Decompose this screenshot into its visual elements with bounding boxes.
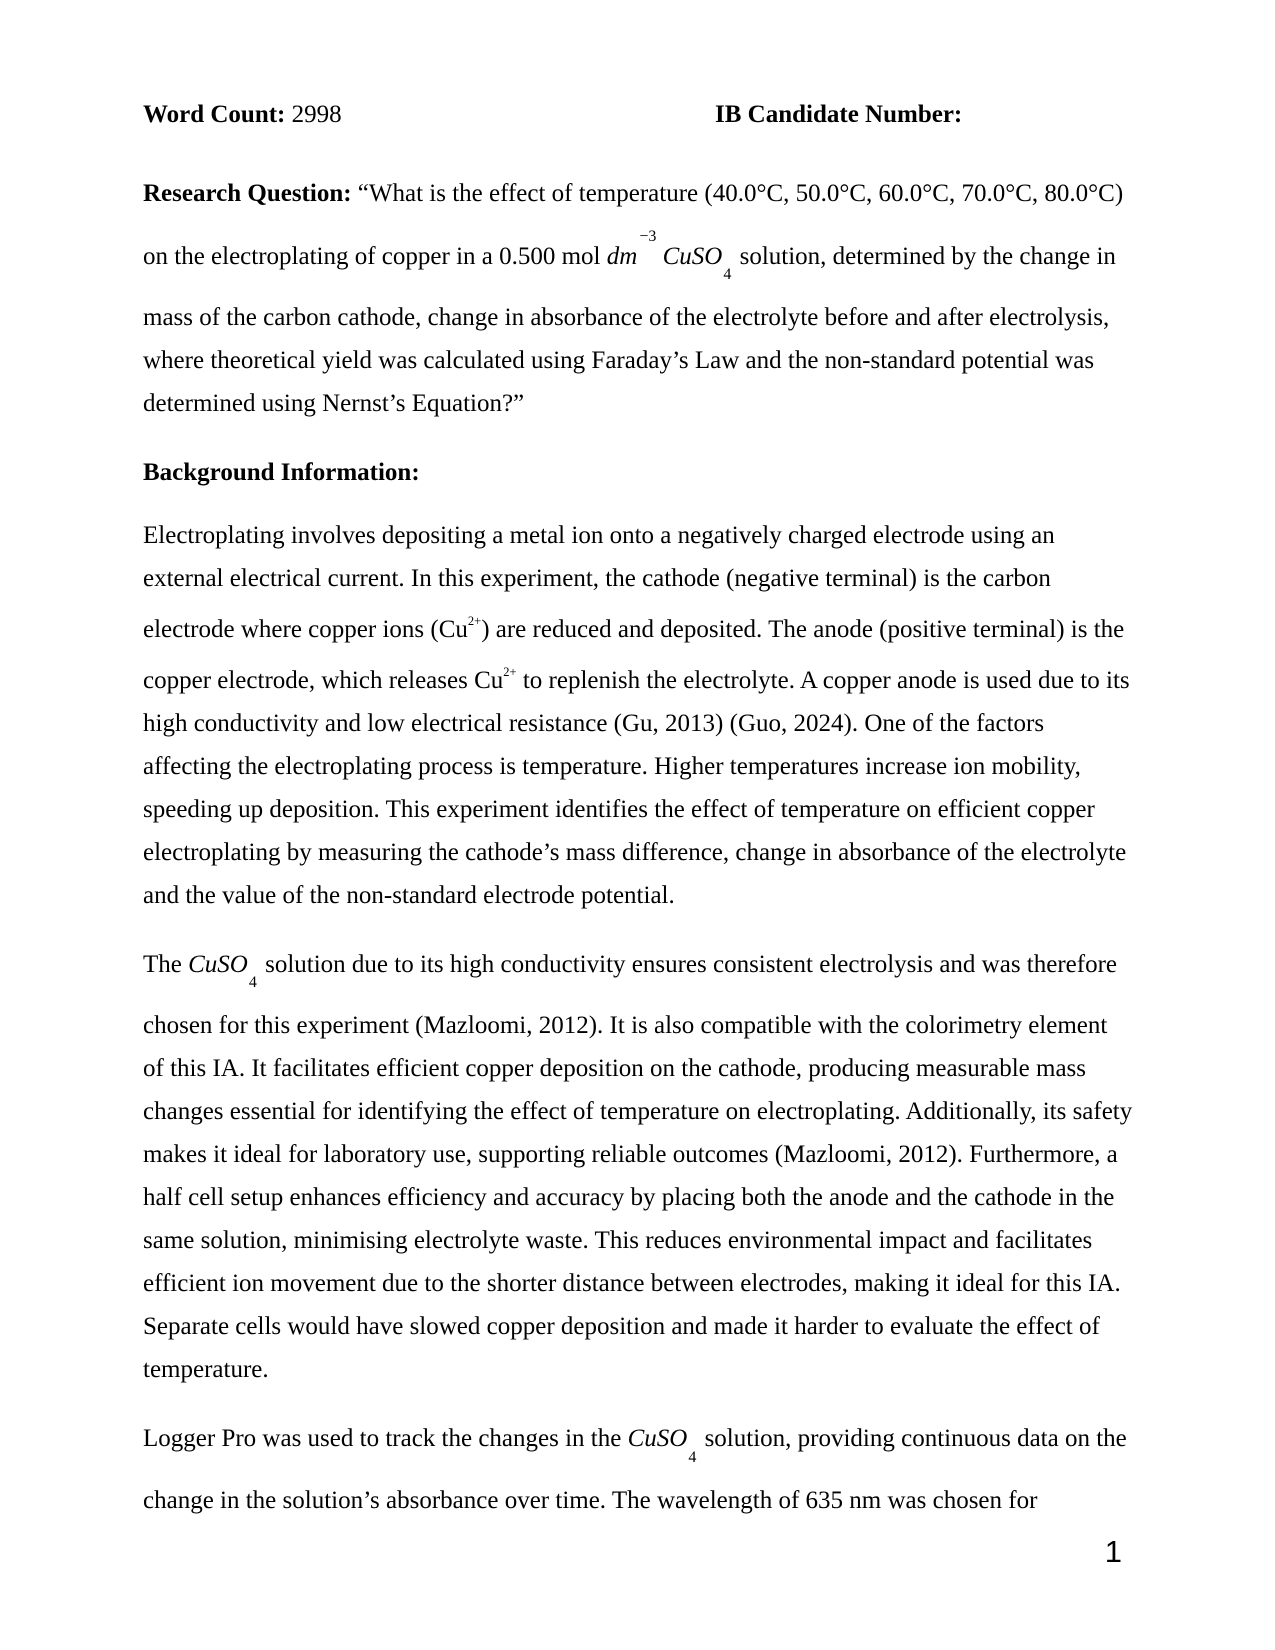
text-run: The [143, 951, 189, 979]
background-paragraph-1 [143, 514, 1133, 917]
text-run: solution, determined by the change in mass of the carbon cathode, change in absorbance of the electrolyte before and after electrolysis, where theoretical yield was calculated using Faraday’s Law and the non-standard potential was determined using Nernst’s Equation?” [143, 243, 1116, 418]
candidate-number-label: IB Candidate Number: [715, 101, 963, 128]
text-run: 4 [688, 1448, 697, 1466]
text-run: solution due to its high conductivity ensures consistent electrolysis and was therefore chosen for this experiment (Mazloomi, 2012). It is also compatible with the colorimetry element of this IA. It facilitates efficient copper deposition on the cathode, producing measurable mass changes essential for identifying the effect of temperature on electroplating. Additionally, its safety makes it ideal for laboratory use, supporting reliable outcomes (Mazloomi, 2012). Furthermore, a half cell setup enhances efficiency and accuracy by placing both the anode and the cathode in the same solution, minimising electrolyte waste. This reduces environmental impact and facilitates efficient ion movement due to the shorter distance between electrodes, making it ideal for this IA. Separate cells would have slowed copper deposition and made it harder to evaluate the effect of temperature. [143, 951, 1133, 1384]
text-run: 2+ [503, 665, 517, 680]
text-run: CuSO [188, 951, 248, 979]
text-run: Logger Pro was used to track the changes in the [143, 1425, 628, 1453]
text-run: 4 [248, 974, 257, 992]
text-run: ) are reduced and deposited. The anode (positive terminal) is the copper electrode, which releases Cu [143, 616, 1125, 695]
text-run: dm [606, 243, 638, 271]
document-content [143, 93, 1133, 1548]
text-run: −3 [639, 228, 657, 245]
word-count-value: 2998 [285, 101, 342, 128]
research-question-paragraph [143, 172, 1133, 425]
text-run: CuSO [627, 1425, 688, 1453]
text-run: 2+ [467, 614, 482, 629]
background-paragraph-2 [143, 943, 1133, 1391]
word-count-label: Word Count: [143, 101, 286, 128]
background-heading: Background Information: [143, 459, 420, 487]
text-run: CuSO [662, 243, 723, 271]
text-run: 4 [723, 266, 732, 284]
document-header [143, 93, 1133, 136]
page-number: 1 [1104, 1534, 1122, 1569]
text-run: Electroplating involves depositing a metal ion onto a negatively charged electrode using an external electrical current. In this experiment, the cathode (negative terminal) is the carbon electrode where copper ions (Cu [143, 522, 1055, 644]
text-run: “What is the effect of temperature (40.0°C, 50.0°C, 60.0°C, 70.0°C, 80.0°C) on the electroplating of copper in a 0.500 mol [143, 180, 1124, 271]
text-run: Research Question: [143, 180, 358, 207]
text-run: solution, providing continuous data on the change in the solution’s absorbance over time. The wavelength of 635 nm was chosen for [143, 1425, 1127, 1514]
background-paragraph-3 [143, 1417, 1133, 1521]
text-run: to replenish the electrolyte. A copper anode is used due to its high conductivity and low electrical resistance (Gu, 2013) (Guo, 2024). One of the factors affecting the electroplating process is temperature. Higher temperatures increase ion mobility, speeding up deposition. This experiment identifies the effect of temperature on efficient copper electroplating by measuring the cathode’s mass difference, change in absorbance of the electrolyte and the value of the non-standard electrode potential. [143, 667, 1130, 910]
